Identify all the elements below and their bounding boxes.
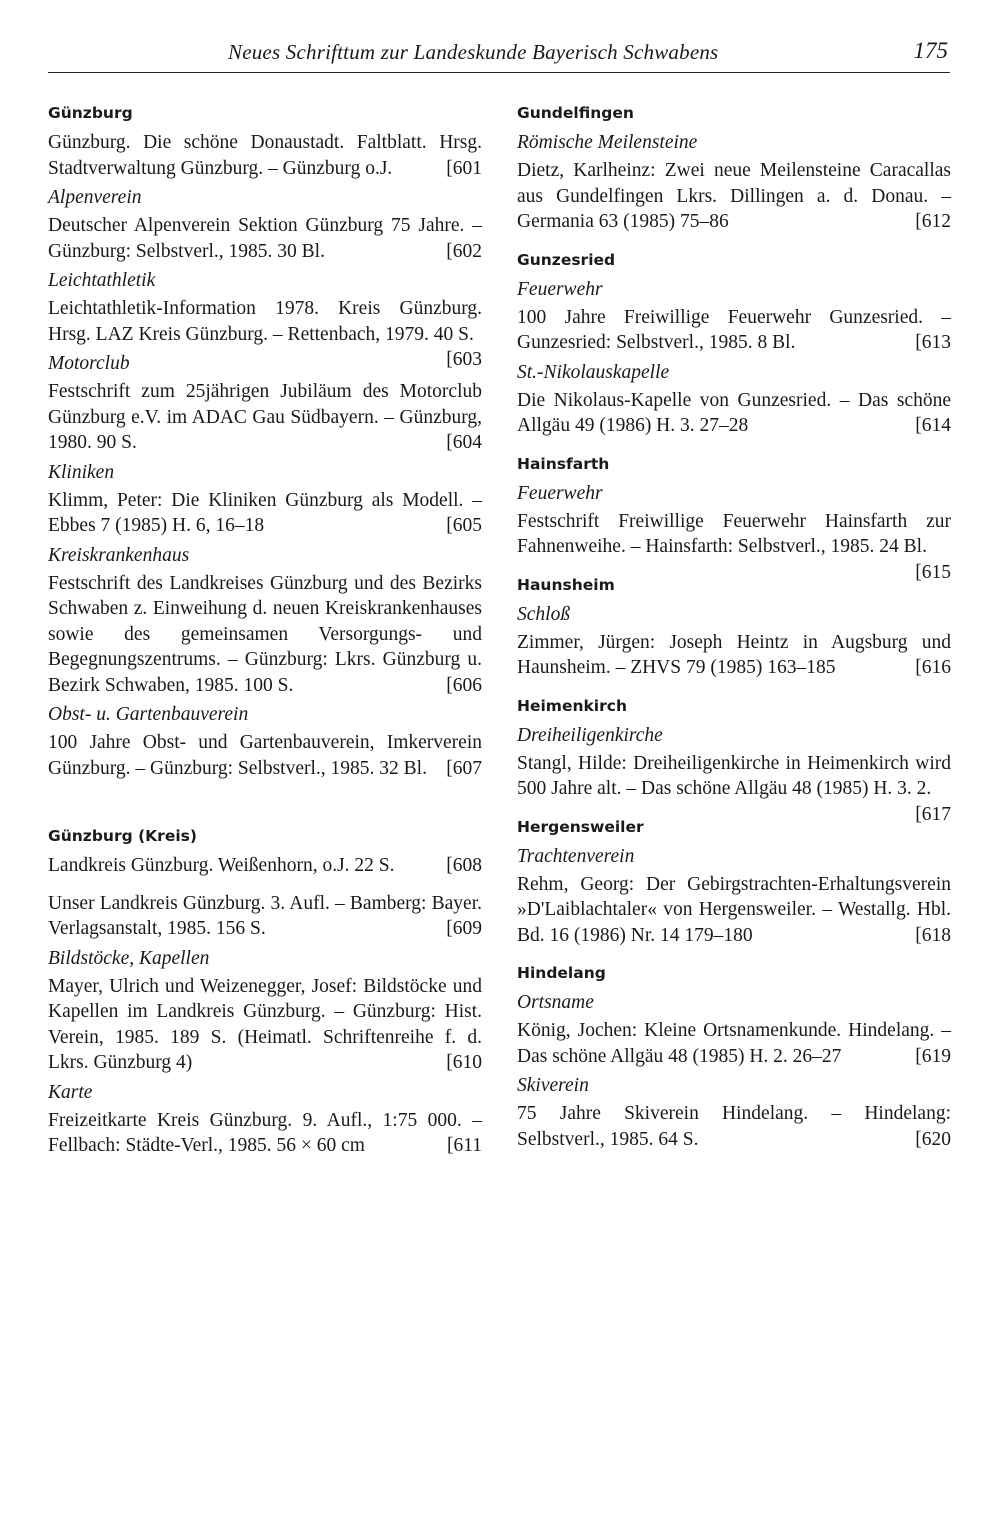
subject-heading: Leichtathletik <box>48 270 156 291</box>
subject-heading: Bildstöcke, Kapellen <box>48 947 210 969</box>
subject-heading: Ortsname <box>517 992 594 1013</box>
subject-heading: Skiverein <box>517 1075 589 1096</box>
section-heading: Günzburg (Kreis) <box>48 827 197 845</box>
subject-heading: Trachtenverein <box>517 845 635 867</box>
entry-609 <box>48 891 482 942</box>
entry-text: Festschrift zum 25jährigen Jubiläum des Motorclub Günzburg e.V. im ADAC Gau Südbayern. – Günzburg, 1980. 90 S. <box>48 381 482 453</box>
entry-620 <box>517 1101 951 1152</box>
entry-text: Klimm, Peter: Die Kliniken Günzburg als Modell. – Ebbes 7 (1985) H. 6, 16–18 <box>48 489 482 536</box>
subject-heading: Dreiheiligenkirche <box>517 724 663 746</box>
entry-number: [601 <box>446 157 482 179</box>
entry-text: Deutscher Alpenverein Sektion Günzburg 75 Jahre. – Günzburg: Selbstverl., 1985. 30 Bl. <box>48 215 482 262</box>
subject-heading: Feuerwehr <box>517 278 603 300</box>
entry-number: [618 <box>915 924 951 946</box>
entry-text: Die Nikolaus-Kapelle von Gunzesried. – Das schöne Allgäu 49 (1986) H. 3. 27–28 <box>517 389 951 436</box>
entry-text: Rehm, Georg: Der Gebirgstrachten-Erhaltungsverein »D'Laiblachtaler« von Hergensweiler. – Westallg. Hbl. Bd. 16 (1986) Nr. 14 179–180 <box>517 873 951 946</box>
entry-601 <box>48 130 482 181</box>
entry-number: [617 <box>915 803 951 825</box>
entry-text: Unser Landkreis Günzburg. 3. Aufl. – Bamberg: Bayer. Verlagsanstalt, 1985. 156 S. <box>48 892 482 939</box>
subject-heading: Motorclub <box>48 353 130 374</box>
entry-text: Mayer, Ulrich und Weizenegger, Josef: Bildstöcke und Kapellen im Landkreis Günzburg. – Günzburg: Hist. Verein, 1985. 189 S. (Heimatl. Schriftenreihe f. d. Lkrs. Günzburg 4) <box>48 975 482 1073</box>
left-column <box>48 92 482 1163</box>
entry-604 <box>48 379 482 456</box>
entry-number: [606 <box>446 674 482 696</box>
entry-610 <box>48 974 482 1076</box>
entry-605 <box>48 488 482 539</box>
entry-614 <box>517 388 951 439</box>
subject-heading: Obst- u. Gartenbauverein <box>48 704 249 725</box>
entry-text: Freizeitkarte Kreis Günzburg. 9. Aufl., 1:75 000. – Fellbach: Städte-Verl., 1985. 56 × 60 cm <box>48 1109 482 1156</box>
entry-616 <box>517 630 951 681</box>
subject-heading: Römische Meilensteine <box>517 132 698 153</box>
entry-text: Leichtathletik-Information 1978. Kreis Günzburg. Hrsg. LAZ Kreis Günzburg. – Rettenbach, 1979. 40 S. <box>48 298 482 345</box>
entry-617 <box>517 751 951 825</box>
entry-text: Dietz, Karlheinz: Zwei neue Meilensteine Caracallas aus Gundelfingen Lkrs. Dillingen a. d. Donau. – Germania 63 (1985) 75–86 <box>517 160 951 232</box>
section-heading: Hergensweiler <box>517 817 644 836</box>
entry-text: 100 Jahre Freiwillige Feuerwehr Gunzesried. – Gunzesried: Selbstverl., 1985. 8 Bl. <box>517 306 951 353</box>
subject-heading: Kreiskrankenhaus <box>48 544 190 566</box>
entry-number: [605 <box>446 515 482 536</box>
header-title: Neues Schrifttum zur Landeskunde Bayerisch Schwabens <box>228 40 719 64</box>
entry-text: Festschrift des Landkreises Günzburg und des Bezirks Schwaben z. Einweihung d. neuen Kreiskrankenhauses sowie des gemeinsamen Versorgungs- und Begegnungszentrums. – Günzburg: Lkrs. Günzburg u. Bezirk Schwaben, 1985. 100 S. <box>48 572 482 696</box>
entry-number: [602 <box>446 240 482 262</box>
entry-number: [615 <box>915 561 951 583</box>
entry-number: [612 <box>915 211 951 232</box>
entry-619 <box>517 1018 951 1069</box>
entry-text: 75 Jahre Skiverein Hindelang. – Hindelang: Selbstverl., 1985. 64 S. <box>517 1103 951 1150</box>
right-column <box>517 92 951 1156</box>
entry-number: [619 <box>915 1045 951 1067</box>
entry-607 <box>48 730 482 781</box>
subject-heading: Alpenverein <box>48 187 142 208</box>
section-heading: Gunzesried <box>517 250 616 269</box>
section-heading: Gundelfingen <box>517 104 634 122</box>
section-heading: Günzburg <box>48 104 133 122</box>
entry-number: [613 <box>915 332 951 353</box>
entry-number: [608 <box>446 855 482 876</box>
entry-text: Landkreis Günzburg. Weißenhorn, o.J. 22 S. <box>48 855 395 876</box>
entry-number: [603 <box>446 349 482 370</box>
entry-602 <box>48 213 482 264</box>
entry-608 <box>48 853 482 879</box>
entry-number: [614 <box>915 415 951 436</box>
subject-heading: Schloß <box>517 603 571 625</box>
entry-606 <box>48 571 482 699</box>
entry-number: [611 <box>446 1135 482 1156</box>
section-heading: Heimenkirch <box>517 696 627 715</box>
entry-text: König, Jochen: Kleine Ortsnamenkunde. Hindelang. – Das schöne Allgäu 48 (1985) H. 2. 26–27 <box>517 1020 951 1067</box>
page-number: 175 <box>913 38 948 63</box>
entry-text: Festschrift Freiwillige Feuerwehr Hainsfarth zur Fahnenweihe. – Hainsfarth: Selbstverl., 1985. 24 Bl. <box>517 510 951 557</box>
running-header <box>48 38 950 73</box>
section-heading: Hindelang <box>517 964 606 982</box>
subject-heading: Feuerwehr <box>517 482 603 504</box>
entry-text: 100 Jahre Obst- und Gartenbauverein, Imkerverein Günzburg. – Günzburg: Selbstverl., 1985. 32 Bl. <box>48 732 482 779</box>
entry-number: [616 <box>915 657 951 678</box>
entry-number: [620 <box>915 1128 951 1150</box>
entry-number: [604 <box>446 432 482 453</box>
entry-615 <box>517 509 951 583</box>
entry-611 <box>48 1108 482 1159</box>
entry-number: [607 <box>446 757 482 779</box>
entry-612 <box>517 158 951 235</box>
subject-heading: Karte <box>48 1081 93 1103</box>
subject-heading: Kliniken <box>48 461 115 483</box>
section-heading: Haunsheim <box>517 575 615 594</box>
entry-618 <box>517 872 951 949</box>
section-heading: Hainsfarth <box>517 454 610 473</box>
entry-text: Günzburg. Die schöne Donaustadt. Faltblatt. Hrsg. Stadtverwaltung Günzburg. – Günzburg o.J. <box>48 132 482 179</box>
subject-heading: St.-Nikolauskapelle <box>517 361 670 383</box>
entry-613 <box>517 305 951 356</box>
entry-text: Stangl, Hilde: Dreiheiligenkirche in Heimenkirch wird 500 Jahre alt. – Das schöne Allgäu 48 (1985) H. 3. 2. <box>517 752 951 799</box>
entry-text: Zimmer, Jürgen: Joseph Heintz in Augsburg und Haunsheim. – ZHVS 79 (1985) 163–185 <box>517 631 951 678</box>
entry-number: [609 <box>446 918 482 939</box>
entry-number: [610 <box>446 1052 482 1073</box>
